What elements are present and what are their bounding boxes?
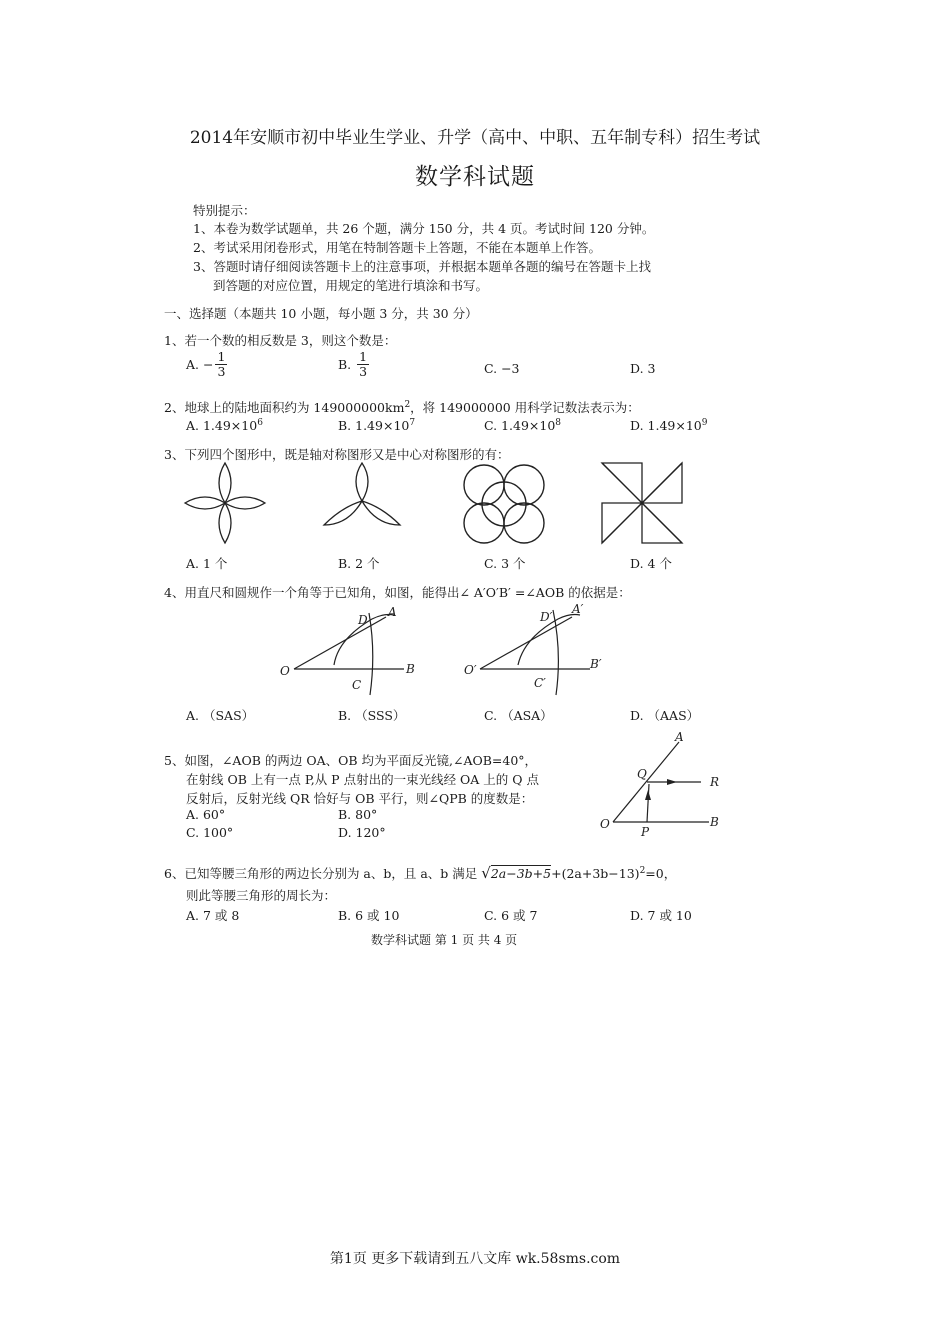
note-item-3-cont: 到答题的对应位置，用规定的笔进行填涂和书写。 xyxy=(213,278,489,293)
q5-option-a: A. 60° xyxy=(186,807,226,822)
q1-option-b: B. $\frac{1}{3}$ xyxy=(338,349,368,379)
q4-fig1-label-d: D xyxy=(358,613,368,627)
q2-option-d: D. $1.49\times 10^9$ xyxy=(630,418,708,434)
q2-option-a: A. $1.49\times 10^6$ xyxy=(186,418,263,434)
q5-label-q: Q xyxy=(637,767,647,781)
q6-option-d: D. 7 或 10 xyxy=(630,908,692,923)
q4-fig2-label-d: D′ xyxy=(540,610,553,624)
q3-figure-b xyxy=(322,463,402,527)
q1-option-c: C. −3 xyxy=(484,361,520,376)
q4-stem: 4、用直尺和圆规作一个角等于已知角，如图，能得出∠ A′O′B′ =∠AOB 的依据是： xyxy=(164,585,631,600)
q4-figure-constructed-angle xyxy=(462,600,612,695)
q2-option-b: B. $1.49\times 10^7$ xyxy=(338,418,416,434)
q4-fig1-label-a: A xyxy=(388,605,397,619)
q4-fig2-label-a: A′ xyxy=(572,602,584,616)
exam-title: 2014年安顺市初中毕业生学业、升学（高中、中职、五年制专科）招生考试 xyxy=(189,128,761,148)
q4-fig1-label-o: O xyxy=(280,664,290,678)
q4-fig1-label-b: B xyxy=(406,662,415,676)
q5-label-p: P xyxy=(641,825,650,839)
q6-option-a: A. 7 或 8 xyxy=(186,908,240,923)
q4-option-d: D. （AAS） xyxy=(630,708,700,723)
q5-label-o: O xyxy=(600,817,610,831)
page-footer: 数学科试题 第 1 页 共 4 页 xyxy=(371,933,518,947)
q1-option-a: A. − $\frac{1}{3}$ xyxy=(186,349,226,379)
q3-option-c: C. 3 个 xyxy=(484,556,526,571)
q5-line-1: 5、如图，∠AOB 的两边 OA、OB 均为平面反光镜,∠AOB=40°， xyxy=(164,753,538,768)
q5-figure-mirrors xyxy=(597,728,727,840)
q1-stem: 1、若一个数的相反数是 3，则这个数是： xyxy=(164,333,397,348)
q2-option-c: C. $1.49\times 10^8$ xyxy=(484,418,562,434)
note-item-3: 3、答题时请仔细阅读答题卡上的注意事项，并根据本题单各题的编号在答题卡上找 xyxy=(193,259,651,274)
q4-option-a: A. （SAS） xyxy=(186,708,255,723)
q5-line-2: 在射线 OB 上有一点 P,从 P 点射出的一束光线经 OA 上的 Q 点 xyxy=(186,772,539,787)
note-item-2: 2、考试采用闭卷形式，用笔在特制答题卡上答题，不能在本题单上作答。 xyxy=(193,240,601,255)
note-item-1: 1、本卷为数学试题单，共 26 个题，满分 150 分，共 4 页。考试时间 120 分钟。 xyxy=(193,221,655,236)
notes-heading: 特别提示： xyxy=(193,203,256,218)
q5-label-b: B xyxy=(710,815,719,829)
q3-figure-c xyxy=(462,463,546,545)
q5-option-c: C. 100° xyxy=(186,825,234,840)
exam-subtitle: 数学科试题 xyxy=(415,164,535,190)
q3-stem: 3、下列四个图形中，既是轴对称图形又是中心对称图形的有： xyxy=(164,447,510,462)
q4-fig2-label-c: C′ xyxy=(534,676,546,690)
q2-stem: 2、地球上的陆地面积约为 $149000000km^2$，将 149000000 用科学记数法表示为： xyxy=(164,399,640,415)
q1-option-d: D. 3 xyxy=(630,361,656,376)
q4-fig2-label-o: O′ xyxy=(464,663,477,677)
q6-option-b: B. 6 或 10 xyxy=(338,908,400,923)
q4-fig2-label-b: B′ xyxy=(590,657,602,671)
download-footer: 第1页 更多下载请到五八文库 wk.58sms.com xyxy=(329,1251,621,1267)
q3-option-b: B. 2 个 xyxy=(338,556,380,571)
q5-option-d: D. 120° xyxy=(338,825,386,840)
q3-option-a: A. 1 个 xyxy=(186,556,228,571)
q4-option-c: C. （ASA） xyxy=(484,708,553,723)
q6-option-c: C. 6 或 7 xyxy=(484,908,538,923)
q3-figure-d xyxy=(602,463,682,543)
q3-option-d: D. 4 个 xyxy=(630,556,672,571)
q3-figure-a xyxy=(185,463,265,543)
q4-figure-original-angle xyxy=(276,603,426,695)
q5-label-r: R xyxy=(710,775,720,789)
q5-line-3: 反射后，反射光线 QR 恰好与 OB 平行，则∠QPB 的度数是： xyxy=(186,791,534,806)
q6-line-1: 6、已知等腰三角形的两边长分别为 a、b，且 a、b 满足 $√2a-3b+5+(2a+3b-13)^2=0$， xyxy=(164,864,677,882)
section-heading: 一、选择题（本题共 10 小题，每小题 3 分，共 30 分） xyxy=(164,306,478,321)
q4-fig1-label-c: C xyxy=(352,678,362,692)
q5-label-a: A xyxy=(675,730,684,744)
q4-option-b: B. （SSS） xyxy=(338,708,406,723)
q5-option-b: B. 80° xyxy=(338,807,378,822)
q6-line-2: 则此等腰三角形的周长为： xyxy=(186,888,337,903)
